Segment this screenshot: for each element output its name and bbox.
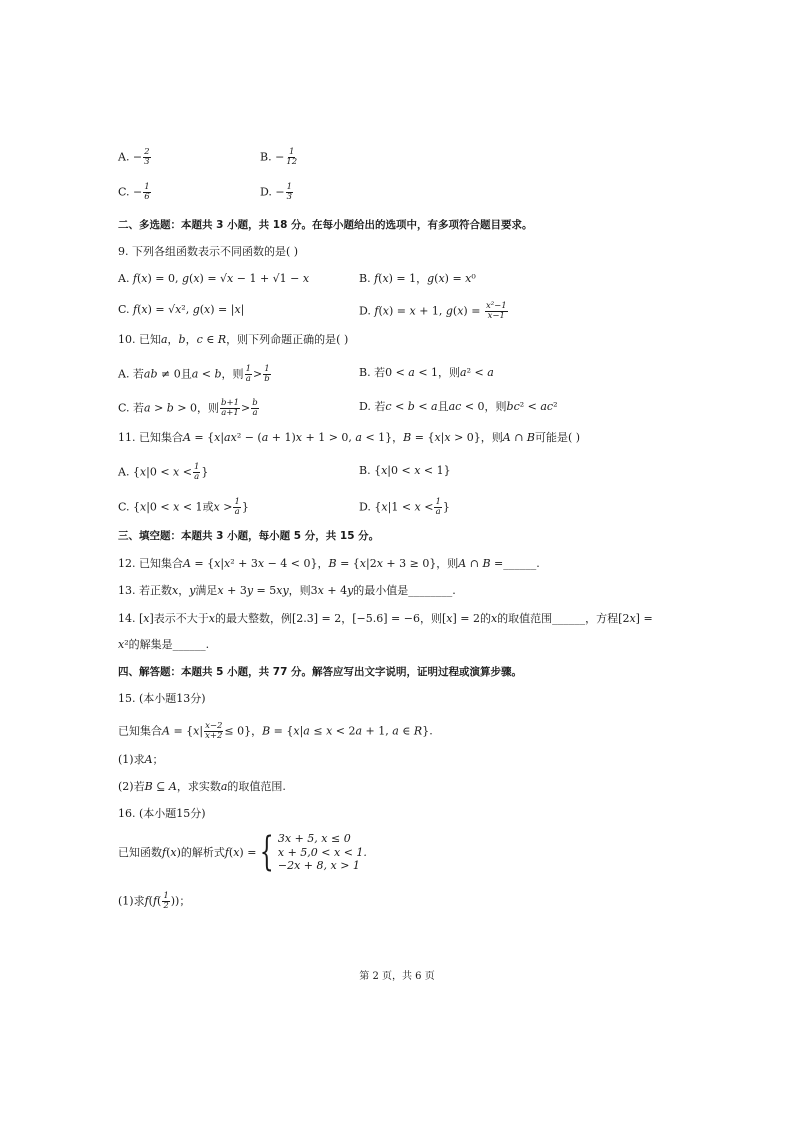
q8-option-d-label: D. − [260, 185, 285, 199]
fraction-num: 1 [286, 182, 293, 192]
fraction [204, 722, 223, 741]
left-brace: { [260, 829, 275, 876]
q10-option-a [118, 365, 272, 384]
q16-stem-prefix: 已知函数𝑓(𝑥)的解析式𝑓(𝑥) = [118, 846, 257, 860]
q16-part-1 [118, 892, 190, 911]
q16-title: 16. (本小题15分) [118, 807, 206, 820]
q16-stem [118, 829, 367, 876]
q15-part-2: (2)若𝐵 ⊆ 𝐴，求实数𝑎的取值范围. [118, 780, 286, 793]
relation-symbol: > [241, 401, 251, 415]
fraction [233, 498, 240, 517]
fraction [245, 365, 252, 384]
fraction-num: 2 [144, 147, 150, 157]
fraction-num: 1 [245, 364, 251, 374]
fraction [285, 148, 298, 167]
q12-stem: 12. 已知集合𝐴 = {𝑥|𝑥² + 3𝑥 − 4 < 0}，𝐵 = {𝑥|2𝑥 + 3 ≥ 0}，则𝐴 ∩ 𝐵 =______. [118, 557, 540, 570]
fraction-num: b [252, 398, 258, 408]
q15-stem-prefix: 已知集合𝐴 = {𝑥| [118, 724, 204, 738]
q11-option-d [359, 498, 450, 517]
q14-stem-line2: 𝑥²的解集是______. [118, 638, 210, 651]
fraction-den: x+2 [205, 731, 223, 741]
fraction-den: a [234, 507, 240, 517]
q15-part-1: (1)求𝐴； [118, 753, 164, 766]
q8-option-a-label: A. − [118, 150, 143, 164]
q8-option-b [260, 148, 299, 167]
fraction-num: x−2 [205, 721, 223, 731]
q10-option-a-label: A. 若𝑎𝑏 ≠ 0且𝑎 < 𝑏，则 [118, 367, 244, 381]
q15-stem-suffix: ≤ 0}，𝐵 = {𝑥|𝑎 ≤ 𝑥 < 2𝑎 + 1, 𝑎 ∈ 𝑅}. [224, 724, 433, 738]
q16-part-1-suffix: ))； [170, 894, 191, 908]
fraction-num: 1 [435, 497, 441, 507]
q10-option-c-label: C. 若𝑎 > 𝑏 > 0，则 [118, 401, 220, 415]
q14-stem-line1: 14. [𝑥]表示不大于𝑥的最大整数，例[2.3] = 2，[−5.6] = −6，则[𝑥] = 2的𝑥的取值范围______，方程[2𝑥] = [118, 612, 653, 625]
q11-option-a [118, 463, 208, 482]
fraction-num: x²−1 [485, 301, 507, 311]
fraction [251, 399, 258, 418]
fraction-den: 3 [144, 157, 150, 167]
q9-option-b: B. 𝑓(𝑥) = 1，𝑔(𝑥) = 𝑥⁰ [359, 272, 476, 285]
q11-option-a-label: A. {𝑥|0 < 𝑥 < [118, 465, 192, 479]
fraction-num: 1 [234, 497, 240, 507]
q11-option-c [118, 498, 249, 517]
q13-stem: 13. 若正数𝑥，𝑦满足𝑥 + 3𝑦 = 5𝑥𝑦，则3𝑥 + 4𝑦的最小值是________. [118, 584, 456, 597]
fraction [143, 148, 150, 167]
q15-stem [118, 722, 433, 741]
fraction-num: b+1 [221, 398, 240, 408]
case-2: 𝑥 + 5,0 < 𝑥 < 1. [277, 845, 367, 859]
fraction-den: a [194, 472, 200, 482]
page-number: 第 2 页，共 6 页 [359, 971, 435, 982]
section-2-heading: 二、多选题：本题共 3 小题，共 18 分。在每小题给出的选项中，有多项符合题目要求。 [118, 219, 533, 231]
fraction [286, 183, 293, 202]
fraction-num: 1 [289, 147, 295, 157]
fraction-num: 1 [264, 364, 270, 374]
set-close: } [241, 500, 249, 514]
section-3-heading: 三、填空题：本题共 3 小题，每小题 5 分，共 15 分。 [118, 530, 380, 542]
q15-title: 15. (本小题13分) [118, 692, 206, 705]
q9-stem: 9. 下列各组函数表示不同函数的是( ) [118, 245, 299, 258]
q8-option-c-label: C. − [118, 185, 143, 199]
fraction [220, 399, 240, 418]
section-4-heading: 四、解答题：本题共 5 小题，共 77 分。解答应写出文字说明，证明过程或演算步骤。 [118, 666, 523, 678]
piecewise-function [256, 829, 367, 876]
fraction [143, 183, 150, 202]
q10-stem: 10. 已知𝑎，𝑏，𝑐 ∈ 𝑅，则下列命题正确的是( ) [118, 333, 349, 346]
fraction [193, 463, 200, 482]
piecewise-cases [278, 832, 367, 873]
q11-option-b: B. {𝑥|0 < 𝑥 < 1} [359, 464, 451, 477]
fraction [162, 892, 169, 911]
q9-option-d-label: D. 𝑓(𝑥) = 𝑥 + 1, 𝑔(𝑥) = [359, 304, 481, 318]
q10-option-d: D. 若𝑐 < 𝑏 < 𝑎且𝑎𝑐 < 0，则𝑏𝑐² < 𝑎𝑐² [359, 400, 558, 413]
set-close: } [201, 465, 209, 479]
fraction-num: 1 [193, 462, 200, 472]
set-close: } [442, 500, 450, 514]
q11-option-d-label: D. {𝑥|1 < 𝑥 < [359, 500, 434, 514]
q9-option-d [359, 302, 509, 321]
fraction-den: a [435, 507, 441, 517]
q8-option-a [118, 148, 152, 167]
fraction-den: b [264, 374, 270, 384]
q10-option-c [118, 399, 260, 418]
q11-option-c-label: C. {𝑥|0 < 𝑥 < 1或𝑥 > [118, 500, 233, 514]
q16-part-1-prefix: (1)求𝑓(𝑓( [118, 894, 162, 908]
case-1: 3𝑥 + 5, 𝑥 ≤ 0 [277, 832, 351, 845]
q8-option-d [260, 183, 294, 202]
case-3: −2𝑥 + 8, 𝑥 > 1 [277, 859, 360, 872]
fraction-den: a [252, 408, 258, 418]
fraction-den: 3 [286, 192, 293, 202]
q8-option-c [118, 183, 152, 202]
fraction-num: 1 [144, 182, 150, 192]
fraction-den: a+1 [221, 408, 239, 418]
q8-option-b-label: B. − [260, 150, 285, 164]
q9-option-c: C. 𝑓(𝑥) = √𝑥², 𝑔(𝑥) = |𝑥| [118, 303, 245, 316]
fraction [434, 498, 441, 517]
fraction-den: a [245, 374, 251, 384]
q9-option-a: A. 𝑓(𝑥) = 0, 𝑔(𝑥) = √𝑥 − 1 + √1 − 𝑥 [118, 272, 310, 285]
q11-stem: 11. 已知集合𝐴 = {𝑥|𝑎𝑥² − (𝑎 + 1)𝑥 + 1 > 0, 𝑎 < 1}，𝐵 = {𝑥|𝑥 > 0}，则𝐴 ∩ 𝐵可能是( ) [118, 431, 581, 444]
fraction [263, 365, 270, 384]
q10-option-b: B. 若0 < 𝑎 < 1，则𝑎² < 𝑎 [359, 366, 494, 379]
fraction-den: 12 [286, 157, 298, 167]
fraction-den: 2 [163, 901, 169, 911]
fraction-den: 6 [144, 192, 150, 202]
fraction-den: x−1 [487, 311, 505, 321]
fraction-num: 1 [163, 891, 169, 901]
relation-symbol: > [252, 367, 263, 381]
fraction [485, 302, 508, 321]
